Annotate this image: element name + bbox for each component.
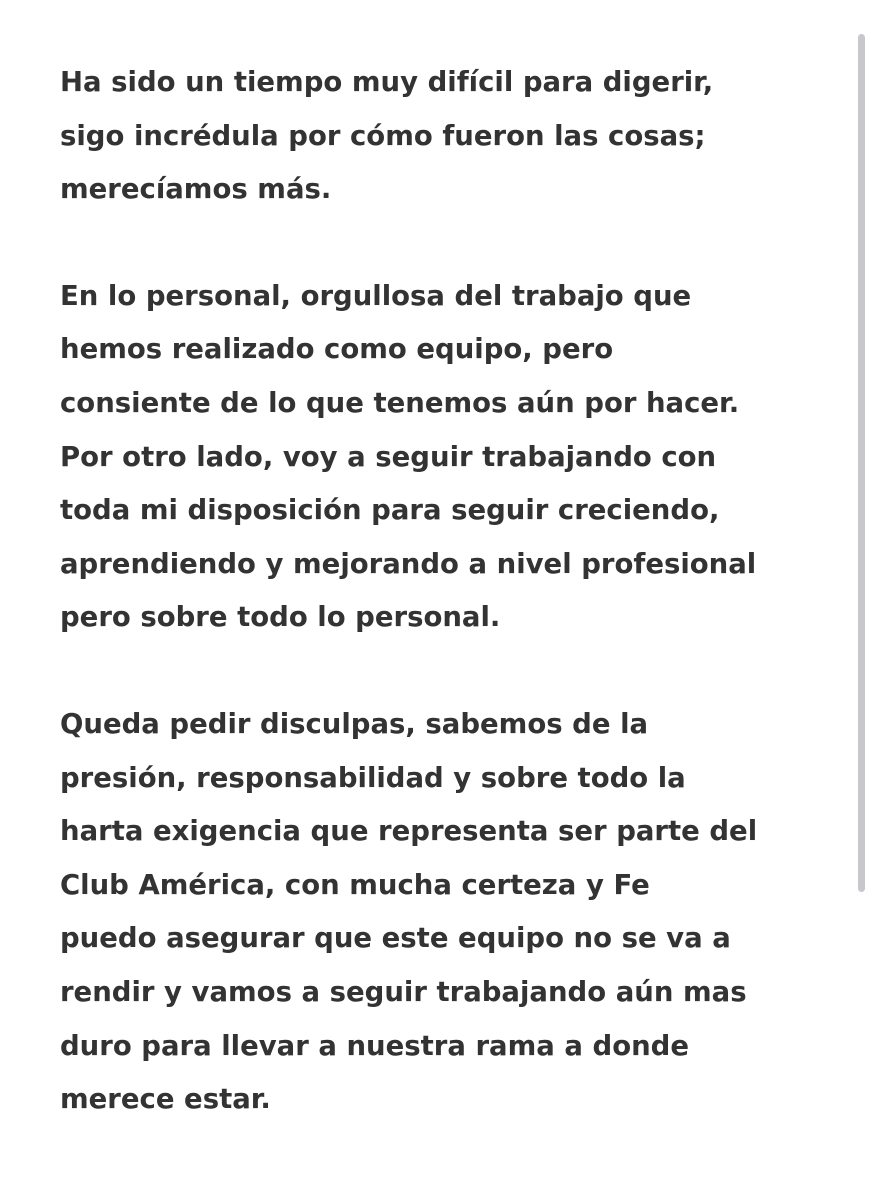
text-line: hemos realizado como equipo, pero bbox=[60, 333, 614, 366]
text-line: En lo personal, orgullosa del trabajo que bbox=[60, 279, 692, 312]
paragraph-3 bbox=[60, 698, 833, 1127]
text-line: Por otro lado, voy a seguir trabajando con bbox=[60, 440, 717, 473]
text-line: Queda pedir disculpas, sabemos de la bbox=[60, 707, 649, 740]
text-line: merecíamos más. bbox=[60, 173, 332, 206]
paragraph-2 bbox=[60, 270, 833, 645]
vertical-scrollbar[interactable] bbox=[858, 34, 865, 892]
text-line: Club América, con mucha certeza y Fe bbox=[60, 868, 650, 901]
text-line: harta exigencia que representa ser parte del bbox=[60, 815, 758, 848]
text-line: duro para llevar a nuestra rama a donde bbox=[60, 1029, 690, 1062]
text-line: toda mi disposición para seguir creciendo, bbox=[60, 494, 720, 527]
text-line: pero sobre todo lo personal. bbox=[60, 601, 501, 634]
text-line: presión, responsabilidad y sobre todo la bbox=[60, 761, 686, 794]
paragraph-1 bbox=[60, 56, 833, 217]
text-line: consiente de lo que tenemos aún por hacer. bbox=[60, 386, 740, 419]
text-line: Ha sido un tiempo muy difícil para digerir, bbox=[60, 66, 714, 98]
text-line: rendir y vamos a seguir trabajando aún mas bbox=[60, 975, 747, 1008]
text-line: aprendiendo y mejorando a nivel profesional bbox=[60, 547, 757, 580]
text-line: sigo incrédula por cómo fueron las cosas; bbox=[60, 119, 706, 152]
text-line: merece estar. bbox=[60, 1083, 271, 1116]
text-line: puedo asegurar que este equipo no se va a bbox=[60, 922, 731, 955]
